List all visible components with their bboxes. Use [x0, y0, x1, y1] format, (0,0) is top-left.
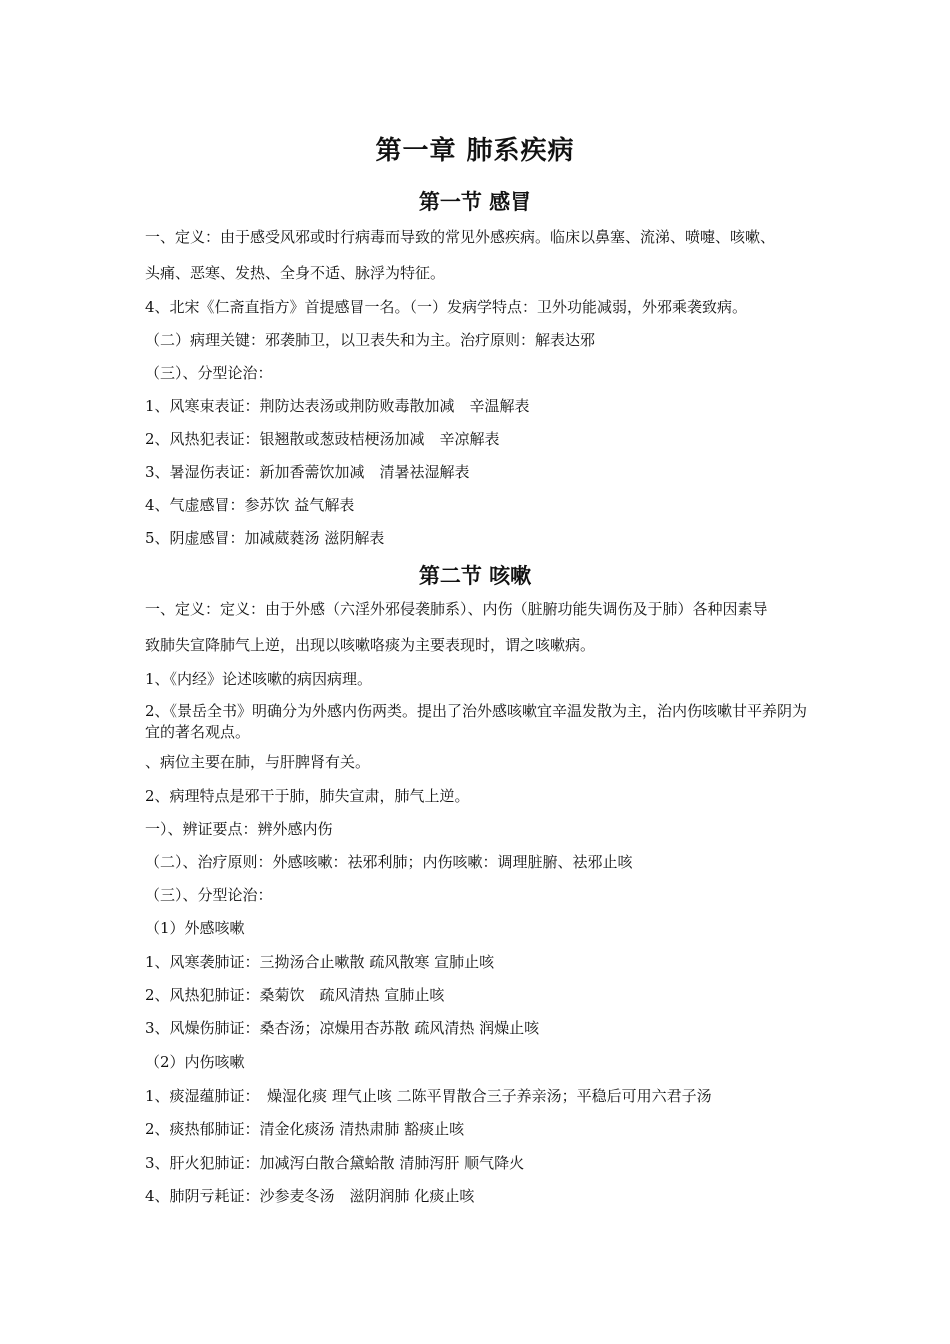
text-line: 一）、辨证要点：辨外感内伤 — [145, 820, 333, 838]
section-title-cough: 第二节 咳嗽 — [418, 563, 532, 588]
text-line: 2、病理特点是邪干于肺，肺失宣肃，肺气上逆。 — [145, 787, 470, 805]
text-line: 2、痰热郁肺证：清金化痰汤 清热肃肺 豁痰止咳 — [145, 1120, 465, 1138]
text-line: 1、《内经》论述咳嗽的病因病理。 — [145, 670, 373, 688]
chapter-title: 第一章 肺系疾病 — [375, 136, 575, 166]
text-line: 一、定义：由于感受风邪或时行病毒而导致的常见外感疾病。临床以鼻塞、流涕、喷嚏、咳嗽、 — [145, 228, 776, 246]
text-line: 致肺失宣降肺气上逆，出现以咳嗽咯痰为主要表现时，谓之咳嗽病。 — [145, 636, 596, 654]
text-line: 4、肺阴亏耗证：沙参麦冬汤 滋阴润肺 化痰止咳 — [145, 1187, 475, 1205]
text-line: （三）、分型论治： — [145, 364, 273, 382]
section-title-cold: 第一节 感冒 — [418, 189, 532, 214]
text-line: 4、气虚感冒：参苏饮 益气解表 — [145, 496, 355, 514]
text-line: （2）内伤咳嗽 — [145, 1053, 245, 1071]
text-line: 5、阴虚感冒：加减葳蕤汤 滋阴解表 — [145, 529, 385, 547]
text-line: 3、风燥伤肺证：桑杏汤；凉燥用杏苏散 疏风清热 润燥止咳 — [145, 1019, 540, 1037]
text-line: 1、风寒束表证：荆防达表汤或荆防败毒散加减 辛温解表 — [145, 397, 530, 415]
text-line: 1、风寒袭肺证：三拗汤合止嗽散 疏风散寒 宣肺止咳 — [145, 953, 495, 971]
text-line: 4、北宋《仁斋直指方》首提感冒一名。（一）发病学特点：卫外功能减弱，外邪乘袭致病。 — [145, 298, 748, 316]
text-line: （1）外感咳嗽 — [145, 919, 245, 937]
text-line: （二）病理关键：邪袭肺卫，以卫表失和为主。治疗原则：解表达邪 — [145, 331, 596, 349]
text-line: 2、风热犯表证：银翘散或葱豉桔梗汤加减 辛凉解表 — [145, 430, 500, 448]
text-line: 1、痰湿蕴肺证： 燥湿化痰 理气止咳 二陈平胃散合三子养亲汤；平稳后可用六君子汤 — [145, 1087, 712, 1105]
text-line: 头痛、恶寒、发热、全身不适、脉浮为特征。 — [145, 264, 446, 282]
text-line: 2、风热犯肺证：桑菊饮 疏风清热 宣肺止咳 — [145, 986, 445, 1004]
text-paragraph: 2、《景岳全书》明确分为外感内伤两类。提出了治外感咳嗽宜辛温发散为主，治内伤咳嗽甘平养阴为宜的著名观点。 — [145, 702, 808, 741]
text-line: 一、定义：定义：由于外感（六淫外邪侵袭肺系）、内伤（脏腑功能失调伤及于肺）各种因素导 — [145, 600, 768, 618]
text-line: 、病位主要在肺，与肝脾肾有关。 — [145, 753, 371, 771]
text-line: （三）、分型论治： — [145, 886, 273, 904]
text-line: 3、暑湿伤表证：新加香薷饮加减 清暑祛湿解表 — [145, 463, 470, 481]
text-line: （二）、治疗原则：外感咳嗽：祛邪利肺；内伤咳嗽：调理脏腑、祛邪止咳 — [145, 853, 633, 871]
text-line: 3、肝火犯肺证：加减泻白散合黛蛤散 清肺泻肝 顺气降火 — [145, 1154, 525, 1172]
